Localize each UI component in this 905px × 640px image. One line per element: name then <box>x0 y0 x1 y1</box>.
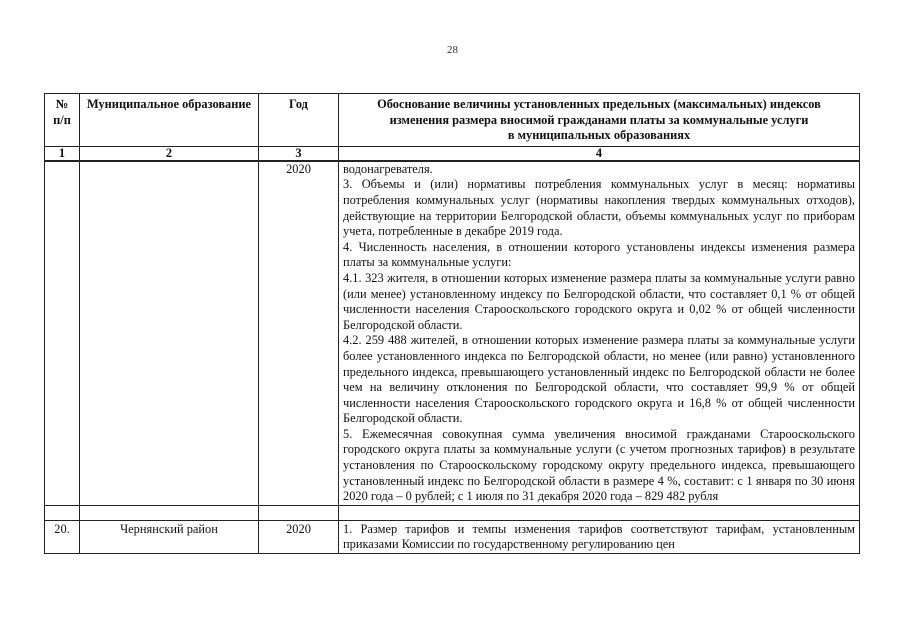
row-year: 2020 <box>259 161 339 506</box>
page-number: 28 <box>447 44 458 56</box>
row-20-justification: 1. Размер тарифов и темпы изменения тарифов соответствуют тарифам, установленным приказами Комиссии по государственному регулированию цен <box>339 520 860 553</box>
column-number-2: 2 <box>80 146 259 161</box>
tariff-index-table <box>44 93 860 554</box>
row-number-cell <box>45 161 80 506</box>
header-justification-line1: Обоснование величины установленных предельных (максимальных) индексов <box>377 97 821 111</box>
header-justification-line2: изменения размера вносимой гражданами платы за коммунальные услуги <box>389 112 809 127</box>
column-numbers-row <box>45 146 860 161</box>
justification-paragraph: 4. Численность населения, в отношении которого установлены индексы изменения размера платы за коммунальные услуги: <box>343 239 855 270</box>
header-justification-line3: в муниципальных образованиях <box>507 128 691 143</box>
justification-paragraph: 4.1. 323 жителя, в отношении которых изменение размера платы за коммунальные услуги равно (или менее) установленному индексу по Белгородской области, что составляет 0,1 % от общей численности населения Старооскольского городского округа и 0,02 % от общей численности Белгородской области. <box>343 270 855 332</box>
justification-paragraph: водонагревателя. <box>343 161 433 176</box>
justification-paragraph: 3. Объемы и (или) нормативы потребления коммунальных услуг в месяц: нормативы потребления коммунальных услуг (нормативы накопления твердых коммунальных отходов), действующие на территории Белгородской области, объемы коммунальных услуг по приборам учета, потребленные в декабре 2019 года. <box>343 177 855 239</box>
header-municipality: Муниципальное образование <box>80 94 259 147</box>
header-number: № п/п <box>45 94 80 147</box>
gap-cell <box>45 505 80 520</box>
gap-cell <box>339 505 860 520</box>
header-justification <box>339 94 860 147</box>
table-header-row <box>45 94 860 147</box>
justification-paragraph: 4.2. 259 488 жителей, в отношении которых изменение размера платы за коммунальные услуги более установленного индекса по Белгородской области, но менее (или равно) установленного предельного индекса, превышающего установленный индекс по Белгородской области не более чем на величину отклонения по Белгородской области, что составляет 99,9 % от общей численности населения Старооскольского городского округа и 16,8 % от общей численности Белгородской области. <box>343 333 855 426</box>
table-row-20 <box>45 520 860 553</box>
table-gap-row <box>45 505 860 520</box>
gap-cell <box>80 505 259 520</box>
row-justification <box>339 161 860 506</box>
column-number-3: 3 <box>259 146 339 161</box>
justification-paragraph: 5. Ежемесячная совокупная сумма увеличения вносимой гражданами Старооскольского городского округа платы за коммунальные услуги (с учетом прогнозных тарифов) в результате установления по Старооскольскому городскому округу предельного индекса, превышающего установленный индекс по Белгородской области в размере 4 %, составит: с 1 января по 30 июня 2020 года – 0 рублей; с 1 июля по 31 декабря 2020 года – 829 482 рубля <box>343 426 855 504</box>
table-row-continued <box>45 161 860 506</box>
row-20-municipality: Чернянский район <box>80 520 259 553</box>
header-year: Год <box>259 94 339 147</box>
gap-cell <box>259 505 339 520</box>
row-20-number: 20. <box>45 520 80 553</box>
column-number-1: 1 <box>45 146 80 161</box>
row-municipality-cell <box>80 161 259 506</box>
row-20-year: 2020 <box>259 520 339 553</box>
column-number-4: 4 <box>339 146 860 161</box>
